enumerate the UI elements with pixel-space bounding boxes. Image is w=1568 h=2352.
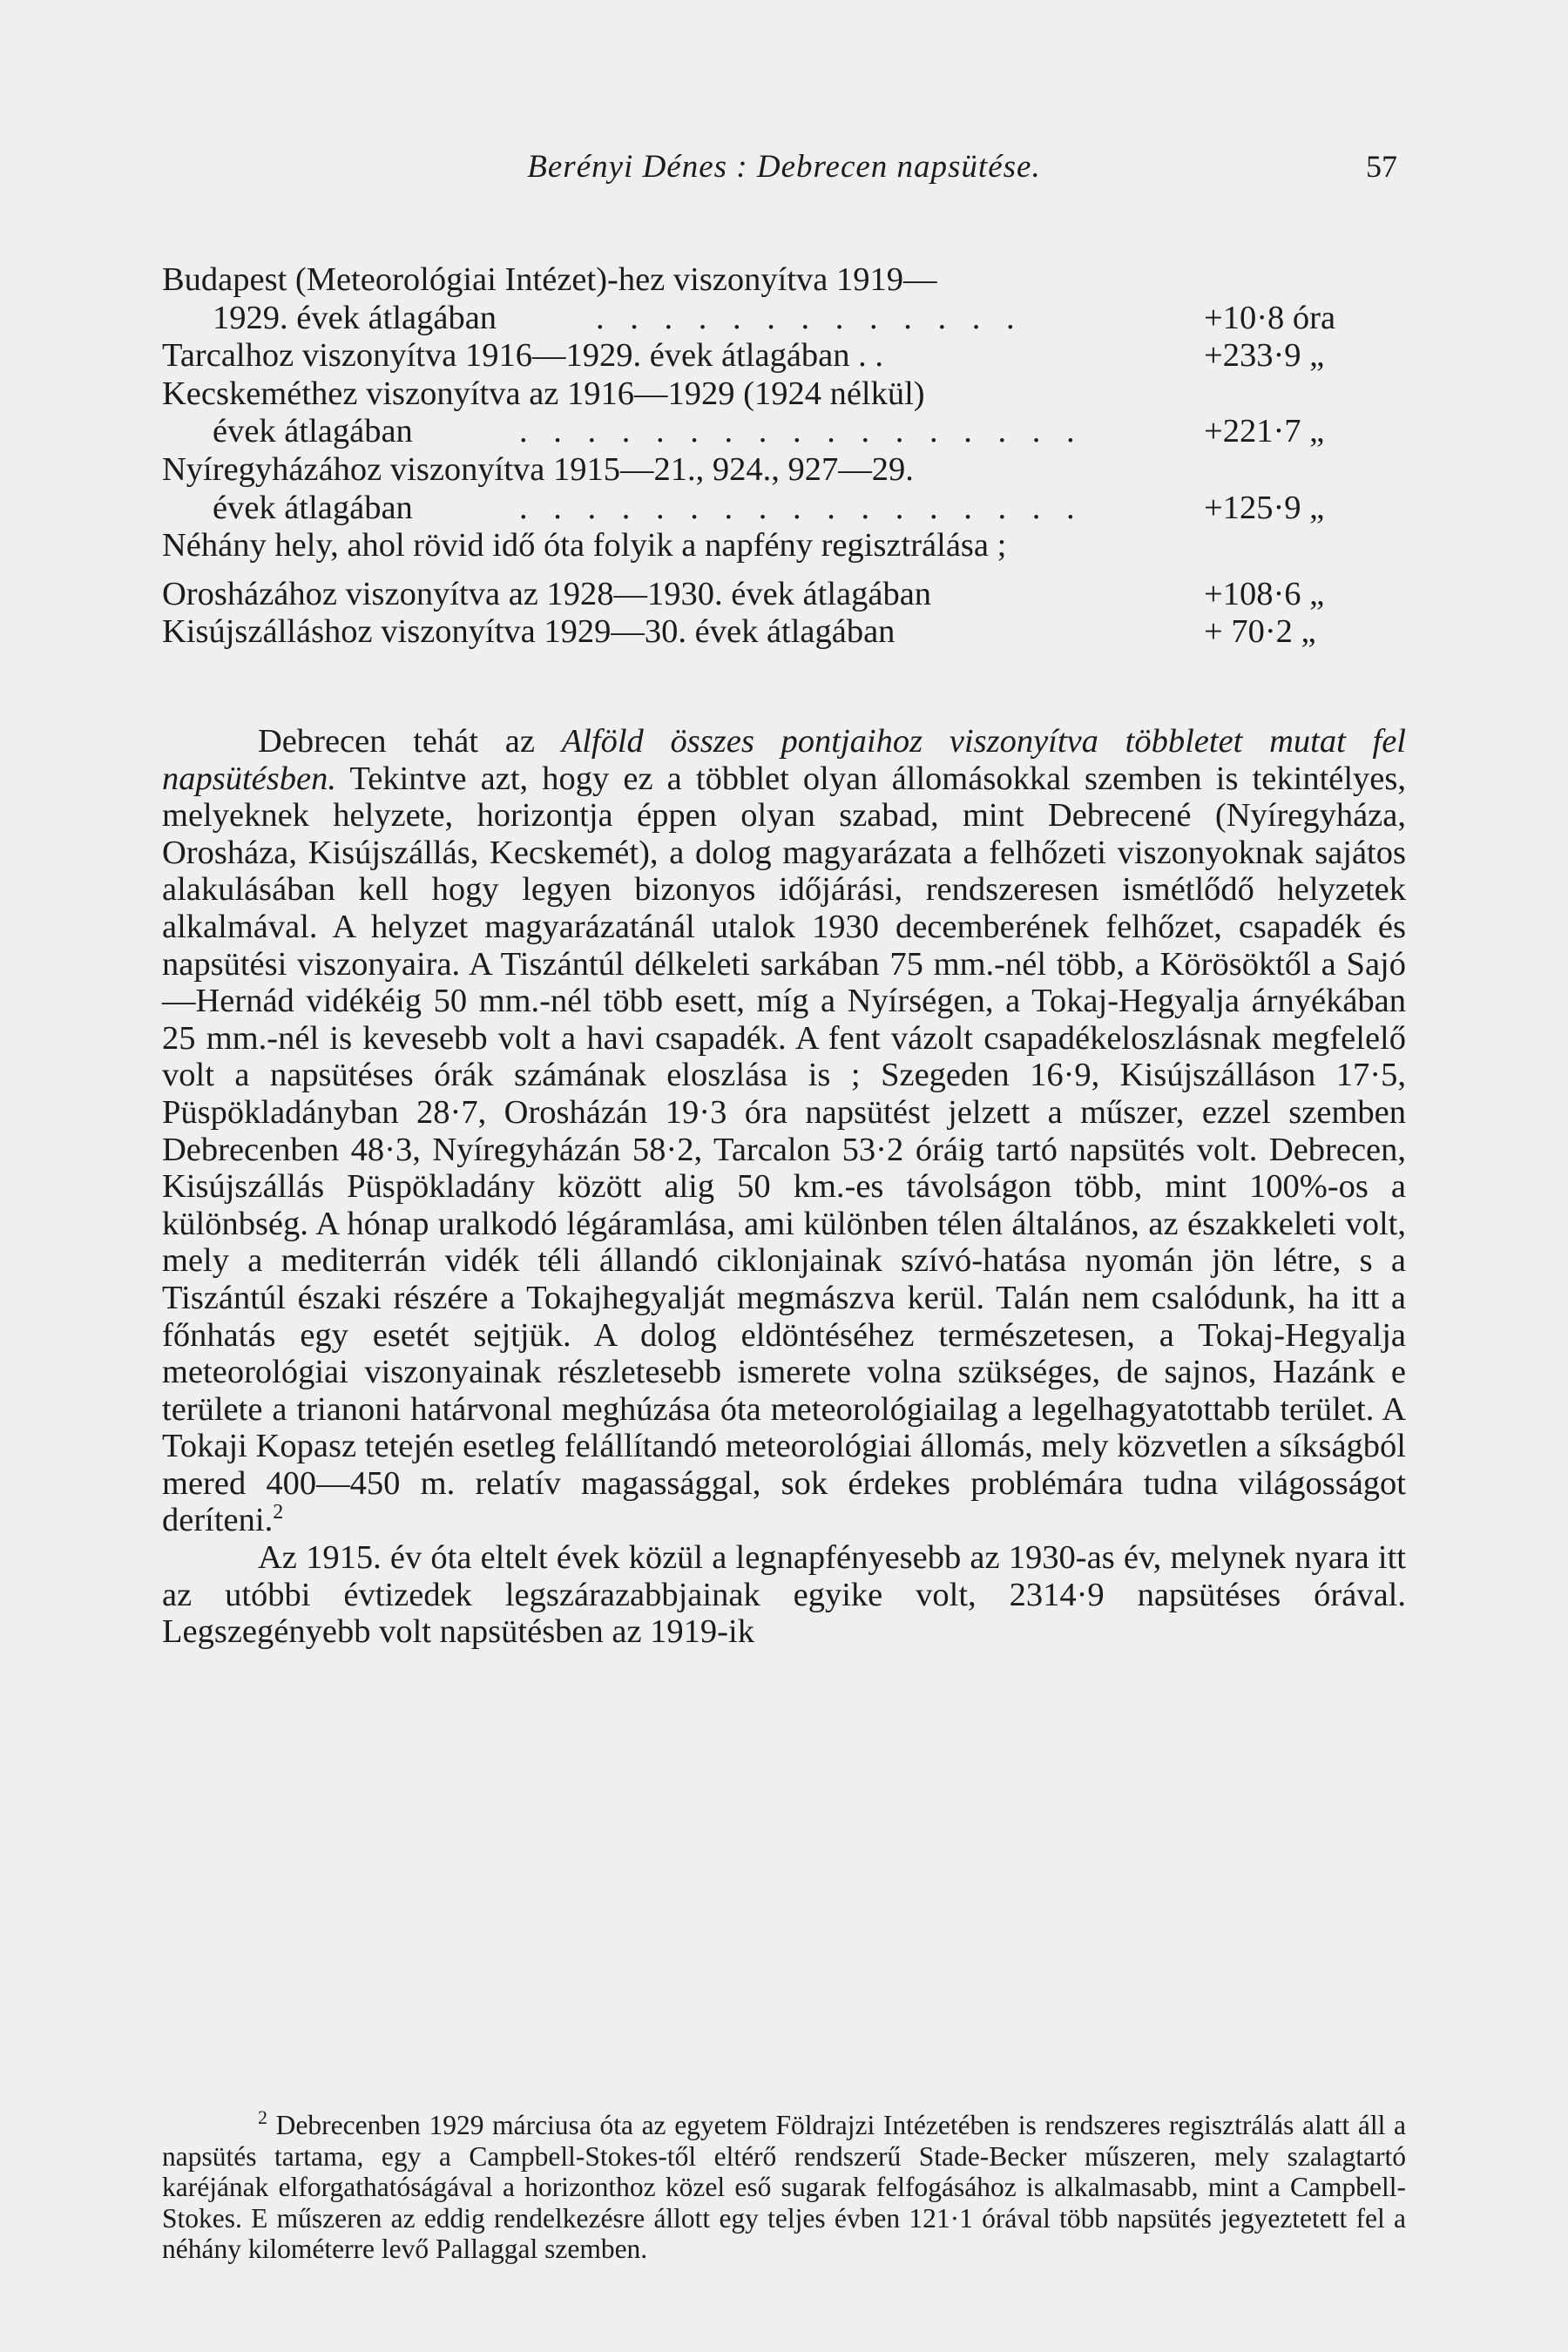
comparison-row-oroshaza [162, 576, 1406, 614]
row-value: +221·7 „ [1204, 413, 1325, 450]
footnote-text-block [162, 2106, 1406, 2265]
row-label: Tarcalhoz viszonyítva 1916—1929. évek átlagában . . [162, 337, 883, 375]
row-value: +233·9 „ [1204, 337, 1325, 375]
row-label-continued: évek átlagában [213, 413, 413, 450]
paragraph-2: Az 1915. év óta eltelt évek közül a legnapfényesebb az 1930-as év, melynek nyara itt az utóbbi évtizedek legszárazabbjainak egyike volt, 2314·9 napsütéses órával. Legszegényebb volt napsütésben az 1919-ik [162, 1539, 1406, 1651]
row-label: Kecskeméthez viszonyítva az 1916—1929 (1924 nélkül) [162, 375, 925, 412]
recent-stations-note [162, 527, 1406, 565]
comparison-row-kisujszallas [162, 613, 1406, 652]
row-value: +108·6 „ [1204, 575, 1325, 612]
row-label: Kisújszálláshoz viszonyítva 1929—30. évek átlagában [162, 613, 896, 651]
note-text: Néhány hely, ahol rövid idő óta folyik a napfény regisztrálása ; [162, 527, 1007, 564]
row-value: +10·8 óra [1204, 299, 1336, 336]
paragraph-1-emphasis: Alföld összes pontjaihoz viszonyítva többletet mutat fel napsütésben. [162, 723, 1406, 797]
row-label: Nyíregyházához viszonyítva 1915—21., 924., 927—29. [162, 450, 914, 488]
running-title: Berényi Dénes : Debrecen napsütése. [527, 149, 1041, 185]
row-value: + 70·2 „ [1204, 613, 1316, 651]
comparison-row-budapest-cont: 1929. évek átlagában . . . . . . . . . . . . . +10·8 óra [213, 299, 1336, 336]
paragraph-1-start: Debrecen tehát az [258, 723, 535, 760]
comparison-row-nyiregyhaza [162, 451, 1406, 490]
page-number: 57 [1366, 149, 1397, 184]
comparison-row-budapest [162, 261, 1406, 300]
comparison-table [162, 261, 1406, 652]
row-value: +125·9 „ [1204, 489, 1325, 526]
paragraph-1 [162, 723, 1406, 1539]
footnote-mark: 2 [258, 2106, 267, 2128]
footnote-text: Debrecenben 1929 márciusa óta az egyetem Földrajzi Intézetében is rendszeres regisztrálás alatt áll a napsütés tartama, egy a Campbell-Stokes-től eltérő rendszerű Stade-Becker műszeren, mely szalagtartó karéjának elforgathatóságával a horizonthoz közel eső sugarak felfogásához is alkalmasabb, mint a Campbell-Stokes. E műszeren az eddig rendelkezésre állott egy teljes évben 121·1 órával több napsütés jegyeztetett fel a néhány kilométerre levő Pallaggal szemben. [162, 2110, 1406, 2265]
comparison-row-kecskemet-cont: évek átlagában . . . . . . . . . . . . . . . . . +221·7 „ [213, 413, 1325, 450]
comparison-row-nyiregyhaza-cont: évek átlagában . . . . . . . . . . . . . . . . . +125·9 „ [213, 489, 1325, 526]
row-label-continued: 1929. évek átlagában [213, 299, 497, 336]
row-label: Budapest (Meteorológiai Intézet)-hez viszonyítva 1919— [162, 261, 937, 298]
comparison-row-kecskemet [162, 375, 1406, 414]
paragraph-1-rest: Tekintve azt, hogy ez a többlet olyan állomásokkal szemben is tekintélyes, melyeknek helyzete, horizontja éppen olyan szabad, mint Debrecené (Nyíregyháza, Orosháza, Kisújszállás, Kecskemét), a dolog magyarázata a felhőzeti viszonyoknak sajátos alakulásában kell hogy legyen bizonyos időjárási, rendszeresen ismétlődő helyzetek alkalmával. A helyzet magyarázatánál utalok 1930 decemberének felhőzet, csapadék és napsütési viszonyaira. A Tiszántúl délkeleti sarkában 75 mm.-nél több, a Körösöktől a Sajó—Hernád vidékéig 50 mm.-nél több esett, míg a Nyírségen, a Tokaj-Hegyalja árnyékában 25 mm.-nél is kevesebb volt a havi csapadék. A fent vázolt csapadékeloszlásnak megfelelő volt a napsütéses órák számának eloszlása is ; Szegeden 16·9, Kisújszálláson 17·5, Püspökladányban 28·7, Orosházán 19·3 óra napsütést jelzett a műszer, ezzel szemben Debrecenben 48·3, Nyíregyházán 58·2, Tarcalon 53·2 óráig tartó napsütés volt. Debrecen, Kisújszállás Püspökladány között alig 50 km.-es távolságon több, mint 100%-os a különbség. A hónap uralkodó légáramlása, ami különben télen általános, az északkeleti volt, mely a mediterrán vidék téli állandó ciklonjainak szívó-hatása nyomán jön létre, s a Tiszántúl északi részére a Tokajhegyalját megmászva kerül. Talán nem csalódunk, ha itt a főnhatás egy esetét sejtjük. A dolog eldöntéséhez természetesen, a Tokaj-Hegyalja meteorológiai viszonyainak részletesebb ismerete volna szükséges, de sajnos, Hazánk e területe a trianoni határvonal meghúzása óta meteorológiailag a legelhagyatottabb terület. A Tokaji Kopasz tetején esetleg felállítandó meteorológiai állomás, mely közvetlen a síkságból mered 400—450 m. relatív magassággal, sok érdekes problémára tudna világosságot deríteni. [162, 760, 1406, 1539]
comparison-row-tarcal [162, 337, 1406, 375]
running-head [162, 148, 1406, 200]
footnote [162, 2106, 1406, 2265]
row-label-continued: évek átlagában [213, 489, 413, 526]
body-text [162, 723, 1406, 1651]
row-label: Orosházához viszonyítva az 1928—1930. évek átlagában [162, 575, 932, 612]
footnote-reference[interactable]: 2 [273, 1501, 284, 1524]
